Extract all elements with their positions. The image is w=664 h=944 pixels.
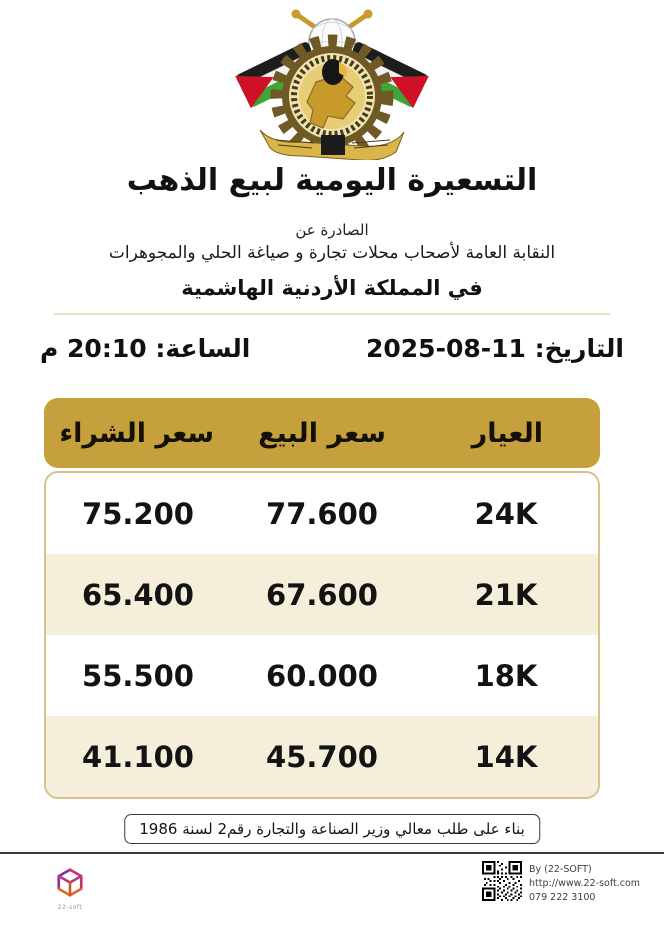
time-value: 20:10 م — [40, 334, 147, 363]
legal-note: بناء على طلب معالي وزير الصناعة والتجارة رقم2 لسنة 1986 — [124, 814, 540, 844]
date-value: 11-08-2025 — [365, 334, 526, 363]
price-table-header — [44, 398, 600, 468]
sell-price-cell: 67.600 — [266, 577, 378, 612]
table-row-24k — [46, 473, 598, 554]
price-table-body — [44, 471, 600, 799]
date-label: التاريخ: — [534, 334, 624, 363]
buy-price-cell: 41.100 — [82, 739, 194, 774]
date-field — [366, 334, 624, 363]
header-divider — [54, 313, 610, 315]
credit-website: http://www.22-soft.com — [529, 877, 641, 889]
karat-cell: 21K — [474, 577, 538, 612]
software-logo — [50, 866, 90, 911]
column-header-sell: سعر البيع — [258, 417, 386, 449]
buy-price-cell: 55.500 — [82, 658, 194, 693]
credit-text — [529, 861, 640, 904]
karat-cell: 18K — [474, 658, 538, 693]
table-row-18k — [46, 635, 598, 716]
footer-divider — [0, 852, 664, 854]
buy-price-cell: 65.400 — [82, 577, 194, 612]
buy-price-cell: 75.200 — [82, 496, 194, 531]
table-row-21k — [46, 554, 598, 635]
datetime-row — [40, 334, 624, 363]
credit-by: By (22-SOFT) — [529, 864, 592, 875]
credit-phone: 079 222 3100 — [529, 891, 596, 903]
issued-by-line: الصادرة عن — [295, 221, 369, 239]
time-field — [40, 334, 250, 363]
karat-cell: 14K — [474, 739, 538, 774]
syndicate-name-line: النقابة العامة لأصحاب محلات تجارة و صياغة الحلي والمجوهرات — [108, 243, 556, 263]
syndicate-emblem-graphic — [232, 4, 432, 160]
kingdom-line: في المملكة الأردنية الهاشمية — [181, 276, 483, 300]
qr-code-icon — [482, 861, 522, 901]
time-label: الساعة: — [155, 334, 251, 363]
table-row-14k — [46, 716, 598, 797]
page-title: التسعيرة اليومية لبيع الذهب — [126, 163, 538, 198]
sell-price-cell: 60.000 — [266, 658, 378, 693]
column-header-buy: سعر الشراء — [59, 417, 215, 449]
column-header-karat: العيار — [471, 417, 543, 449]
sell-price-cell: 77.600 — [266, 496, 378, 531]
logo-caption: 22-soft — [57, 904, 83, 911]
sell-price-cell: 45.700 — [266, 739, 378, 774]
karat-cell: 24K — [474, 496, 538, 531]
credit-block — [482, 861, 640, 904]
syndicate-emblem — [232, 4, 432, 162]
cube-logo-icon — [55, 866, 85, 899]
